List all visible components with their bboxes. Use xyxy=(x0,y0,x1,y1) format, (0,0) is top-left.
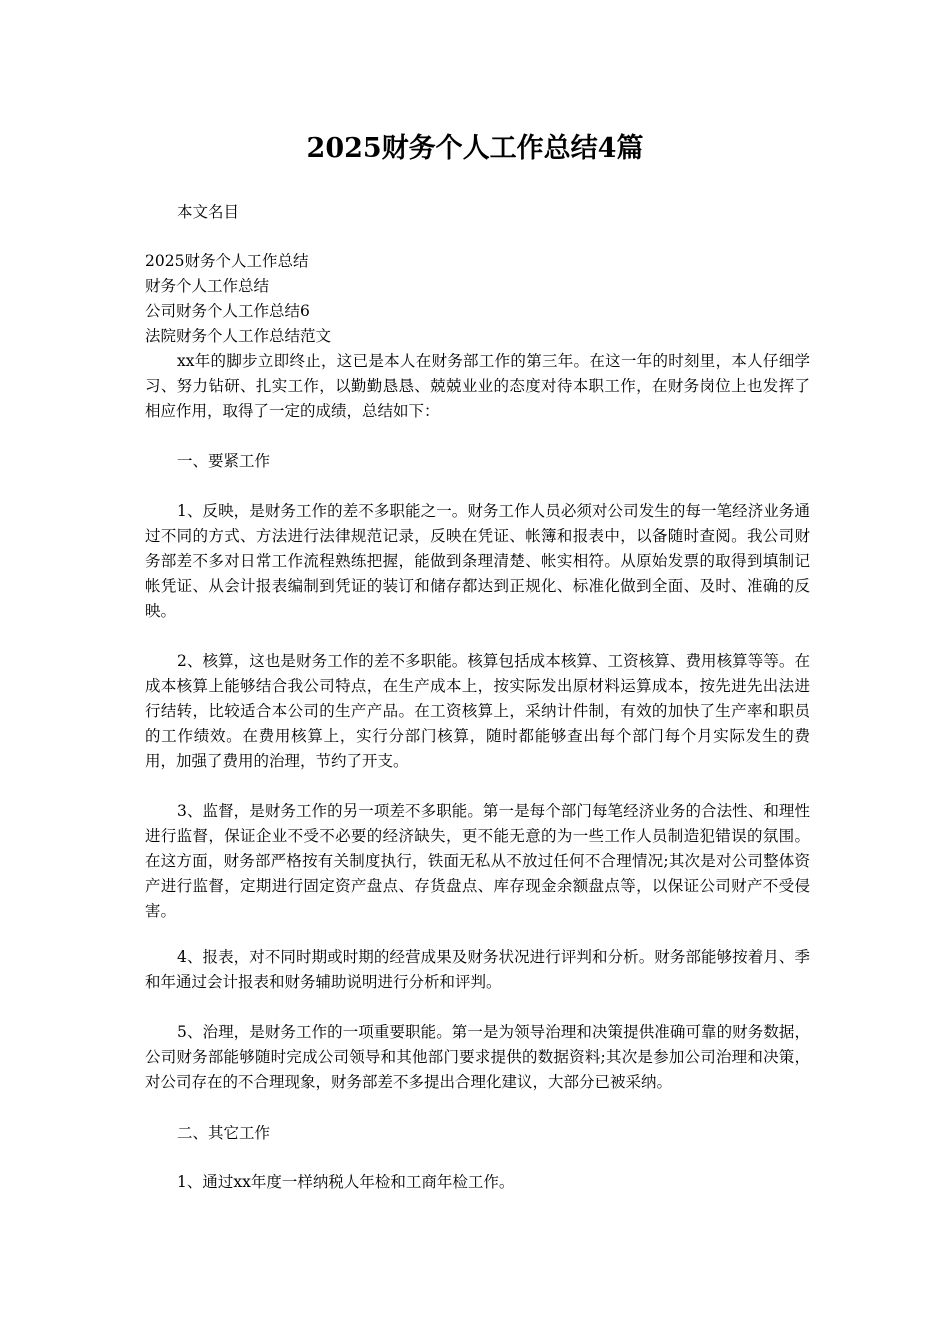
document-title: 2025财务个人工作总结4篇 xyxy=(306,133,644,164)
section2-heading: 二、其它工作 xyxy=(177,1124,271,1142)
toc-item: 财务个人工作总结 xyxy=(145,277,270,295)
toc-item: 公司财务个人工作总结6 xyxy=(145,302,310,320)
toc-heading: 本文名目 xyxy=(177,203,240,221)
section2-item1: 1、通过xx年度一样纳税人年检和工商年检工作。 xyxy=(177,1173,515,1191)
section1-heading: 一、要紧工作 xyxy=(177,452,271,470)
item4-paragraph: 4、报表，对不同时期或时期的经营成果及财务状况进行评判和分析。财务部能够按着月、季和年通过会计报表和财务辅助说明进行分析和评判。 xyxy=(145,948,810,991)
item3-paragraph: 3、监督，是财务工作的另一项差不多职能。第一是每个部门每笔经济业务的合法性、和理性进行监督，保证企业不受不必要的经济缺失，更不能无意的为一些工作人员制造犯错误的氛围。在这方面，财务部严格按有关制度执行，铁面无私从不放过任何不合理情况;其次是对公司整体资产进行监督，定期进行固定资产盘点、存货盘点、库存现金余额盘点等，以保证公司财产不受侵害。 xyxy=(145,802,810,920)
item1-paragraph: 1、反映，是财务工作的差不多职能之一。财务工作人员必须对公司发生的每一笔经济业务通过不同的方式、方法进行法律规范记录，反映在凭证、帐簿和报表中，以备随时查阅。我公司财务部差不多对日常工作流程熟练把握，能做到条理清楚、帐实相符。从原始发票的取得到填制记帐凭证、从会计报表编制到凭证的装订和储存都达到正规化、标准化做到全面、及时、准确的反映。 xyxy=(145,502,810,620)
table-of-contents xyxy=(145,249,810,349)
item5-paragraph: 5、治理，是财务工作的一项重要职能。第一是为领导治理和决策提供准确可靠的财务数据，公司财务部能够随时完成公司领导和其他部门要求提供的数据资料;其次是参加公司治理和决策，对公司存在的不合理现象，财务部差不多提出合理化建议，大部分已被采纳。 xyxy=(145,1023,810,1091)
intro-paragraph: xx年的脚步立即终止，这已是本人在财务部工作的第三年。在这一年的时刻里，本人仔细学习、努力钻研、扎实工作，以勤勤恳恳、兢兢业业的态度对待本职工作，在财务岗位上也发挥了相应作用，取得了一定的成绩，总结如下： xyxy=(145,352,810,420)
toc-item: 法院财务个人工作总结范文 xyxy=(145,327,332,345)
item2-paragraph: 2、核算，这也是财务工作的差不多职能。核算包括成本核算、工资核算、费用核算等等。在成本核算上能够结合我公司特点，在生产成本上，按实际发出原材料运算成本，按先进先出法进行结转，比较适合本公司的生产产品。在工资核算上，采纳计件制，有效的加快了生产率和职员的工作绩效。在费用核算上，实行分部门核算，随时都能够查出每个部门每个月实际发生的费用，加强了费用的治理，节约了开支。 xyxy=(145,652,810,770)
toc-item: 2025财务个人工作总结 xyxy=(145,252,309,270)
